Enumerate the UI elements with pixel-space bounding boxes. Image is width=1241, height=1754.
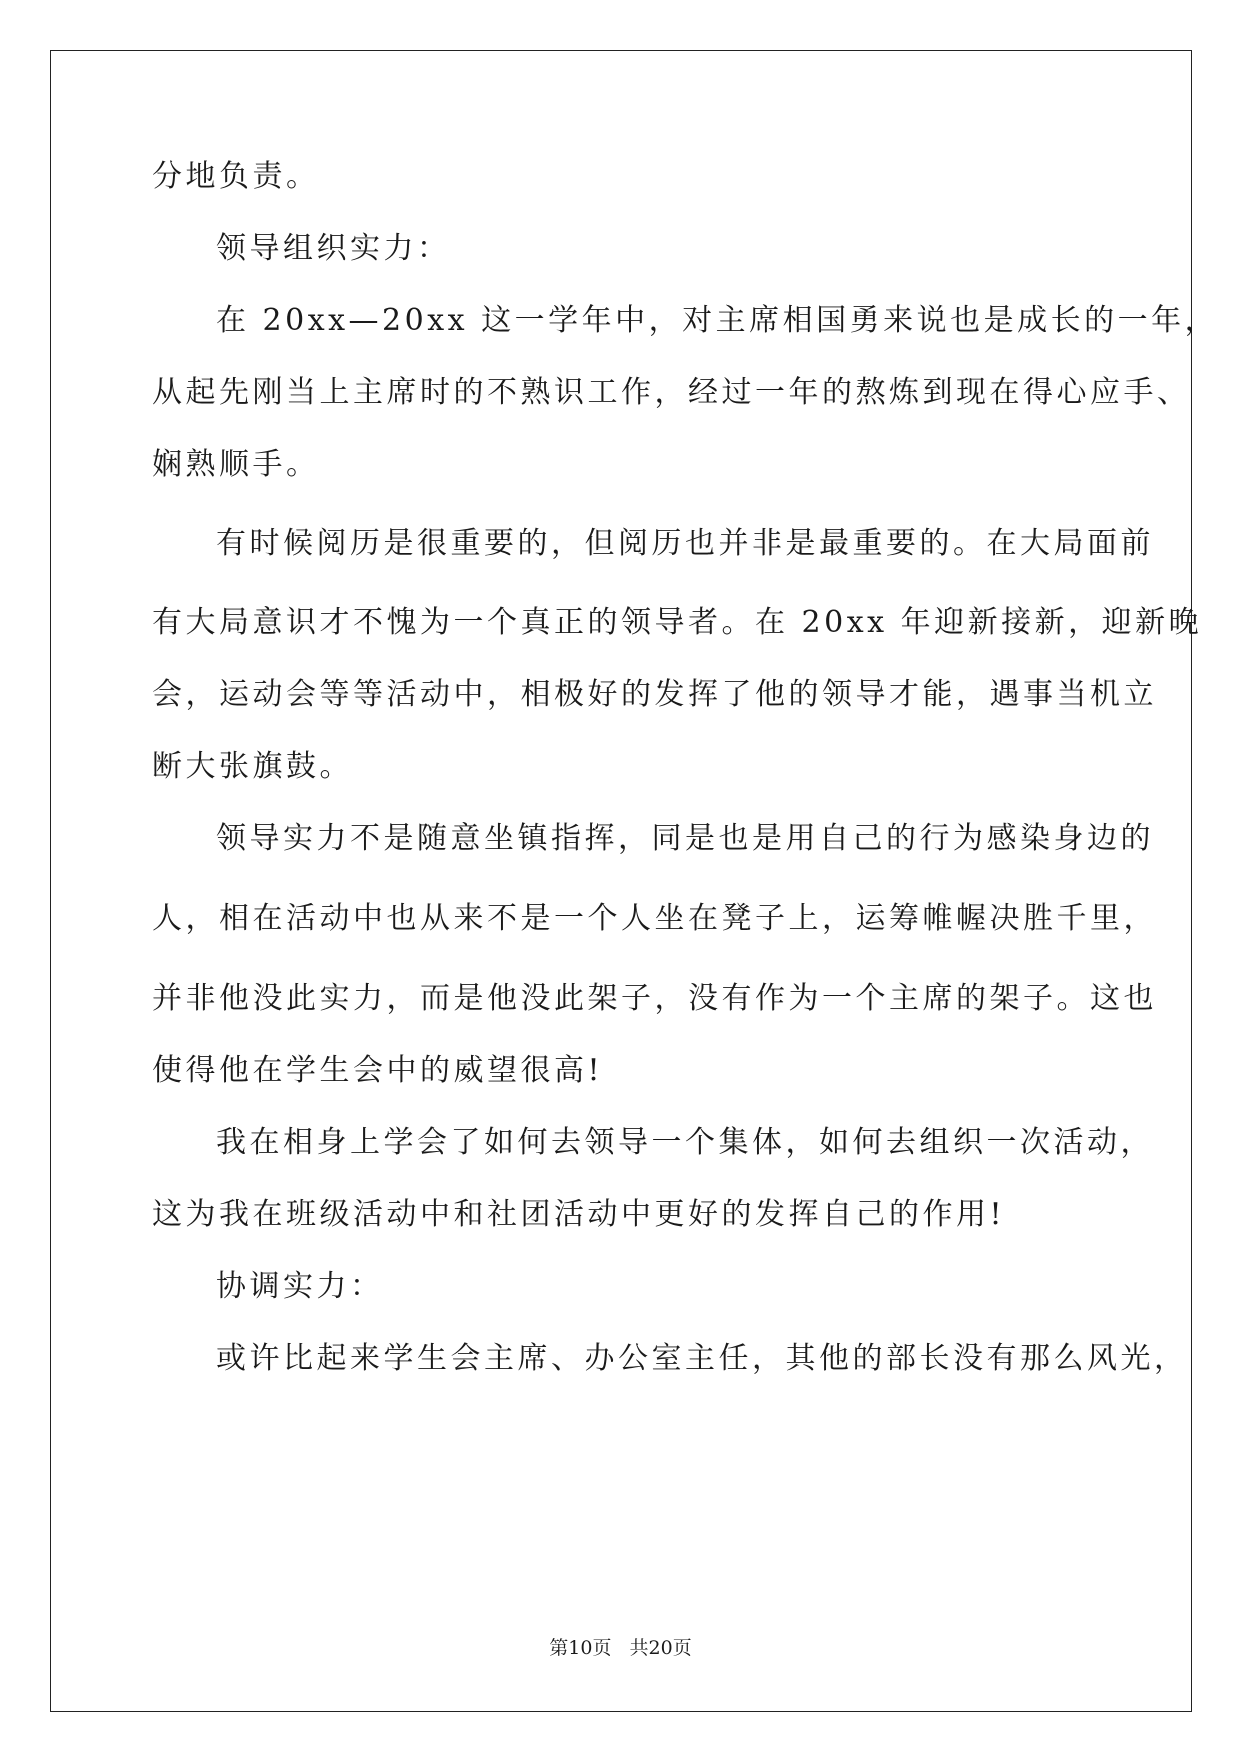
text-line: 从起先刚当上主席时的不熟识工作，经过一年的熬炼到现在得心应手、 (152, 375, 1191, 410)
text-line: 在 20xx—20xx 这一学年中，对主席相国勇来说也是成长的一年， (216, 303, 1219, 338)
page-border (50, 50, 1192, 1712)
text-line: 这为我在班级活动中和社团活动中更好的发挥自己的作用! (152, 1197, 1006, 1232)
text-line: 领导实力不是随意坐镇指挥，同是也是用自己的行为感染身边的 (216, 821, 1154, 856)
page-number: 第10页 (549, 1637, 612, 1659)
text-line: 或许比起来学生会主席、办公室主任，其他的部长没有那么风光， (216, 1341, 1188, 1376)
text-line: 分地负责。 (152, 159, 320, 194)
text-line: 并非他没此实力，而是他没此架子，没有作为一个主席的架子。这也 (152, 981, 1157, 1016)
text-line: 人，相在活动中也从来不是一个人坐在凳子上，运筹帷幄决胜千里， (152, 901, 1157, 936)
text-line: 有时候阅历是很重要的，但阅历也并非是最重要的。在大局面前 (216, 526, 1154, 561)
text-line: 我在相身上学会了如何去领导一个集体，如何去组织一次活动， (216, 1125, 1154, 1160)
page-footer (0, 1633, 1241, 1660)
page-total: 共20页 (629, 1637, 692, 1659)
text-line: 会，运动会等等活动中，相极好的发挥了他的领导才能，遇事当机立 (152, 677, 1157, 712)
text-line: 娴熟顺手。 (152, 447, 320, 482)
text-line: 断大张旗鼓。 (152, 749, 353, 784)
section-heading: 协调实力： (216, 1269, 384, 1304)
text-line: 使得他在学生会中的威望很高! (152, 1053, 604, 1088)
text-line: 有大局意识才不愧为一个真正的领导者。在 20xx 年迎新接新，迎新晚 (152, 605, 1203, 640)
section-heading: 领导组织实力： (216, 231, 451, 266)
